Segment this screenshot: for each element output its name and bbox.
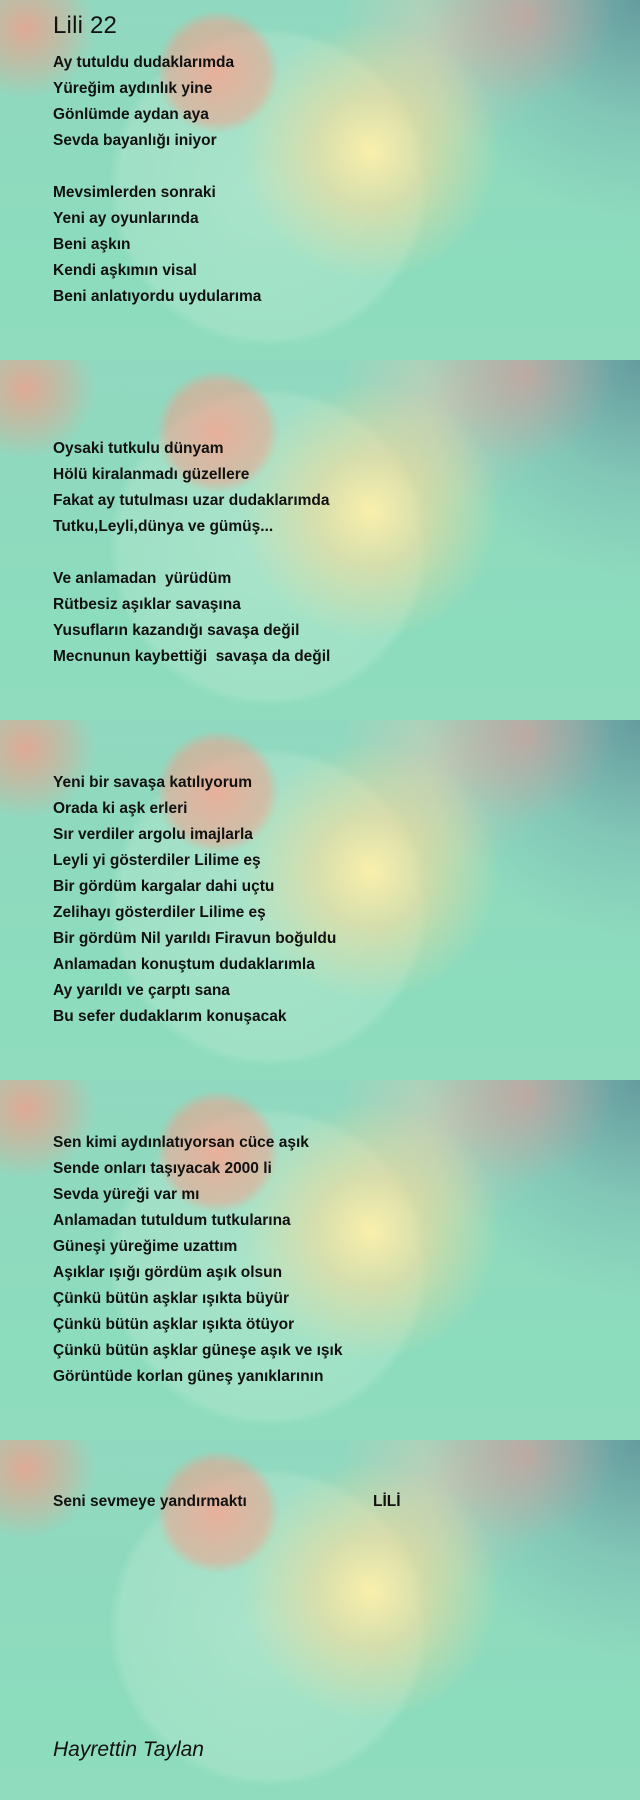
poem-line: Aşıklar ışığı gördüm aşık olsun bbox=[53, 1264, 283, 1281]
poem-line: Bu sefer dudaklarım konuşacak bbox=[53, 1008, 287, 1025]
poem-line: Leyli yi gösterdiler Lilime eş bbox=[53, 852, 261, 869]
poem-line: Çünkü bütün aşklar ışıkta büyür bbox=[53, 1290, 289, 1307]
poem-line: Yüreğim aydınlık yine bbox=[53, 80, 213, 97]
poem-line: Oysaki tutkulu dünyam bbox=[53, 440, 224, 457]
poem-line: Zelihayı gösterdiler Lilime eş bbox=[53, 904, 266, 921]
poem-line: Bir gördüm Nil yarıldı Firavun boğuldu bbox=[53, 930, 337, 947]
poem-line: Güneşi yüreğime uzattım bbox=[53, 1238, 238, 1255]
poem-line: Ay yarıldı ve çarptı sana bbox=[53, 982, 230, 999]
poem-line: Sende onları taşıyacak 2000 li bbox=[53, 1160, 272, 1177]
author-name: Hayrettin Taylan bbox=[53, 1738, 204, 1761]
poem-line: Tutku,Leyli,dünya ve gümüş... bbox=[53, 518, 274, 535]
poem-line: Gönlümde aydan aya bbox=[53, 106, 209, 123]
stanza-1 bbox=[53, 50, 234, 154]
poem-line: Beni anlatıyordu uydularıma bbox=[53, 288, 262, 305]
poem-line: Yeni ay oyunlarında bbox=[53, 210, 199, 227]
poem-line: Çünkü bütün aşklar güneşe aşık ve ışık bbox=[53, 1342, 343, 1359]
poem-line: Ve anlamadan yürüdüm bbox=[53, 570, 232, 587]
poem-line: Hölü kiralanmadı güzellere bbox=[53, 466, 250, 483]
poem-line: Yeni bir savaşa katılıyorum bbox=[53, 774, 253, 791]
stanza-2 bbox=[53, 180, 261, 310]
stanza-4 bbox=[53, 566, 330, 670]
stanza-3 bbox=[53, 436, 330, 540]
poem-signature: LİLİ bbox=[373, 1493, 401, 1510]
poem-line: Anlamadan konuştum dudaklarımla bbox=[53, 956, 315, 973]
poem-line: Anlamadan tutuldum tutkularına bbox=[53, 1212, 291, 1229]
poem-line: Beni aşkın bbox=[53, 236, 131, 253]
poem-line: Mecnunun kaybettiği savaşa da değil bbox=[53, 648, 331, 665]
poem-line: Çünkü bütün aşklar ışıkta ötüyor bbox=[53, 1316, 295, 1333]
poem-title: Lili 22 bbox=[53, 12, 118, 39]
stanza-6 bbox=[53, 1130, 342, 1390]
poem-line: Bir gördüm kargalar dahi uçtu bbox=[53, 878, 275, 895]
poem-line: Fakat ay tutulması uzar dudaklarımda bbox=[53, 492, 330, 509]
poem-line: Sevda yüreği var mı bbox=[53, 1186, 200, 1203]
poem-final-line: Seni sevmeye yandırmaktı bbox=[53, 1493, 247, 1510]
poem-line: Görüntüde korlan güneş yanıklarının bbox=[53, 1368, 324, 1385]
stanza-5 bbox=[53, 770, 336, 1030]
poem-line: Yusufların kazandığı savaşa değil bbox=[53, 622, 300, 639]
poem-line: Ay tutuldu dudaklarımda bbox=[53, 54, 235, 71]
poem-line: Kendi aşkımın visal bbox=[53, 262, 197, 279]
poem-line: Orada ki aşk erleri bbox=[53, 800, 188, 817]
poem-line: Mevsimlerden sonraki bbox=[53, 184, 216, 201]
poem-line: Rütbesiz aşıklar savaşına bbox=[53, 596, 241, 613]
poem-line: Sevda bayanlığı iniyor bbox=[53, 132, 217, 149]
poem-line: Sen kimi aydınlatıyorsan cüce aşık bbox=[53, 1134, 309, 1151]
poem-line: Sır verdiler argolu imajlarla bbox=[53, 826, 253, 843]
